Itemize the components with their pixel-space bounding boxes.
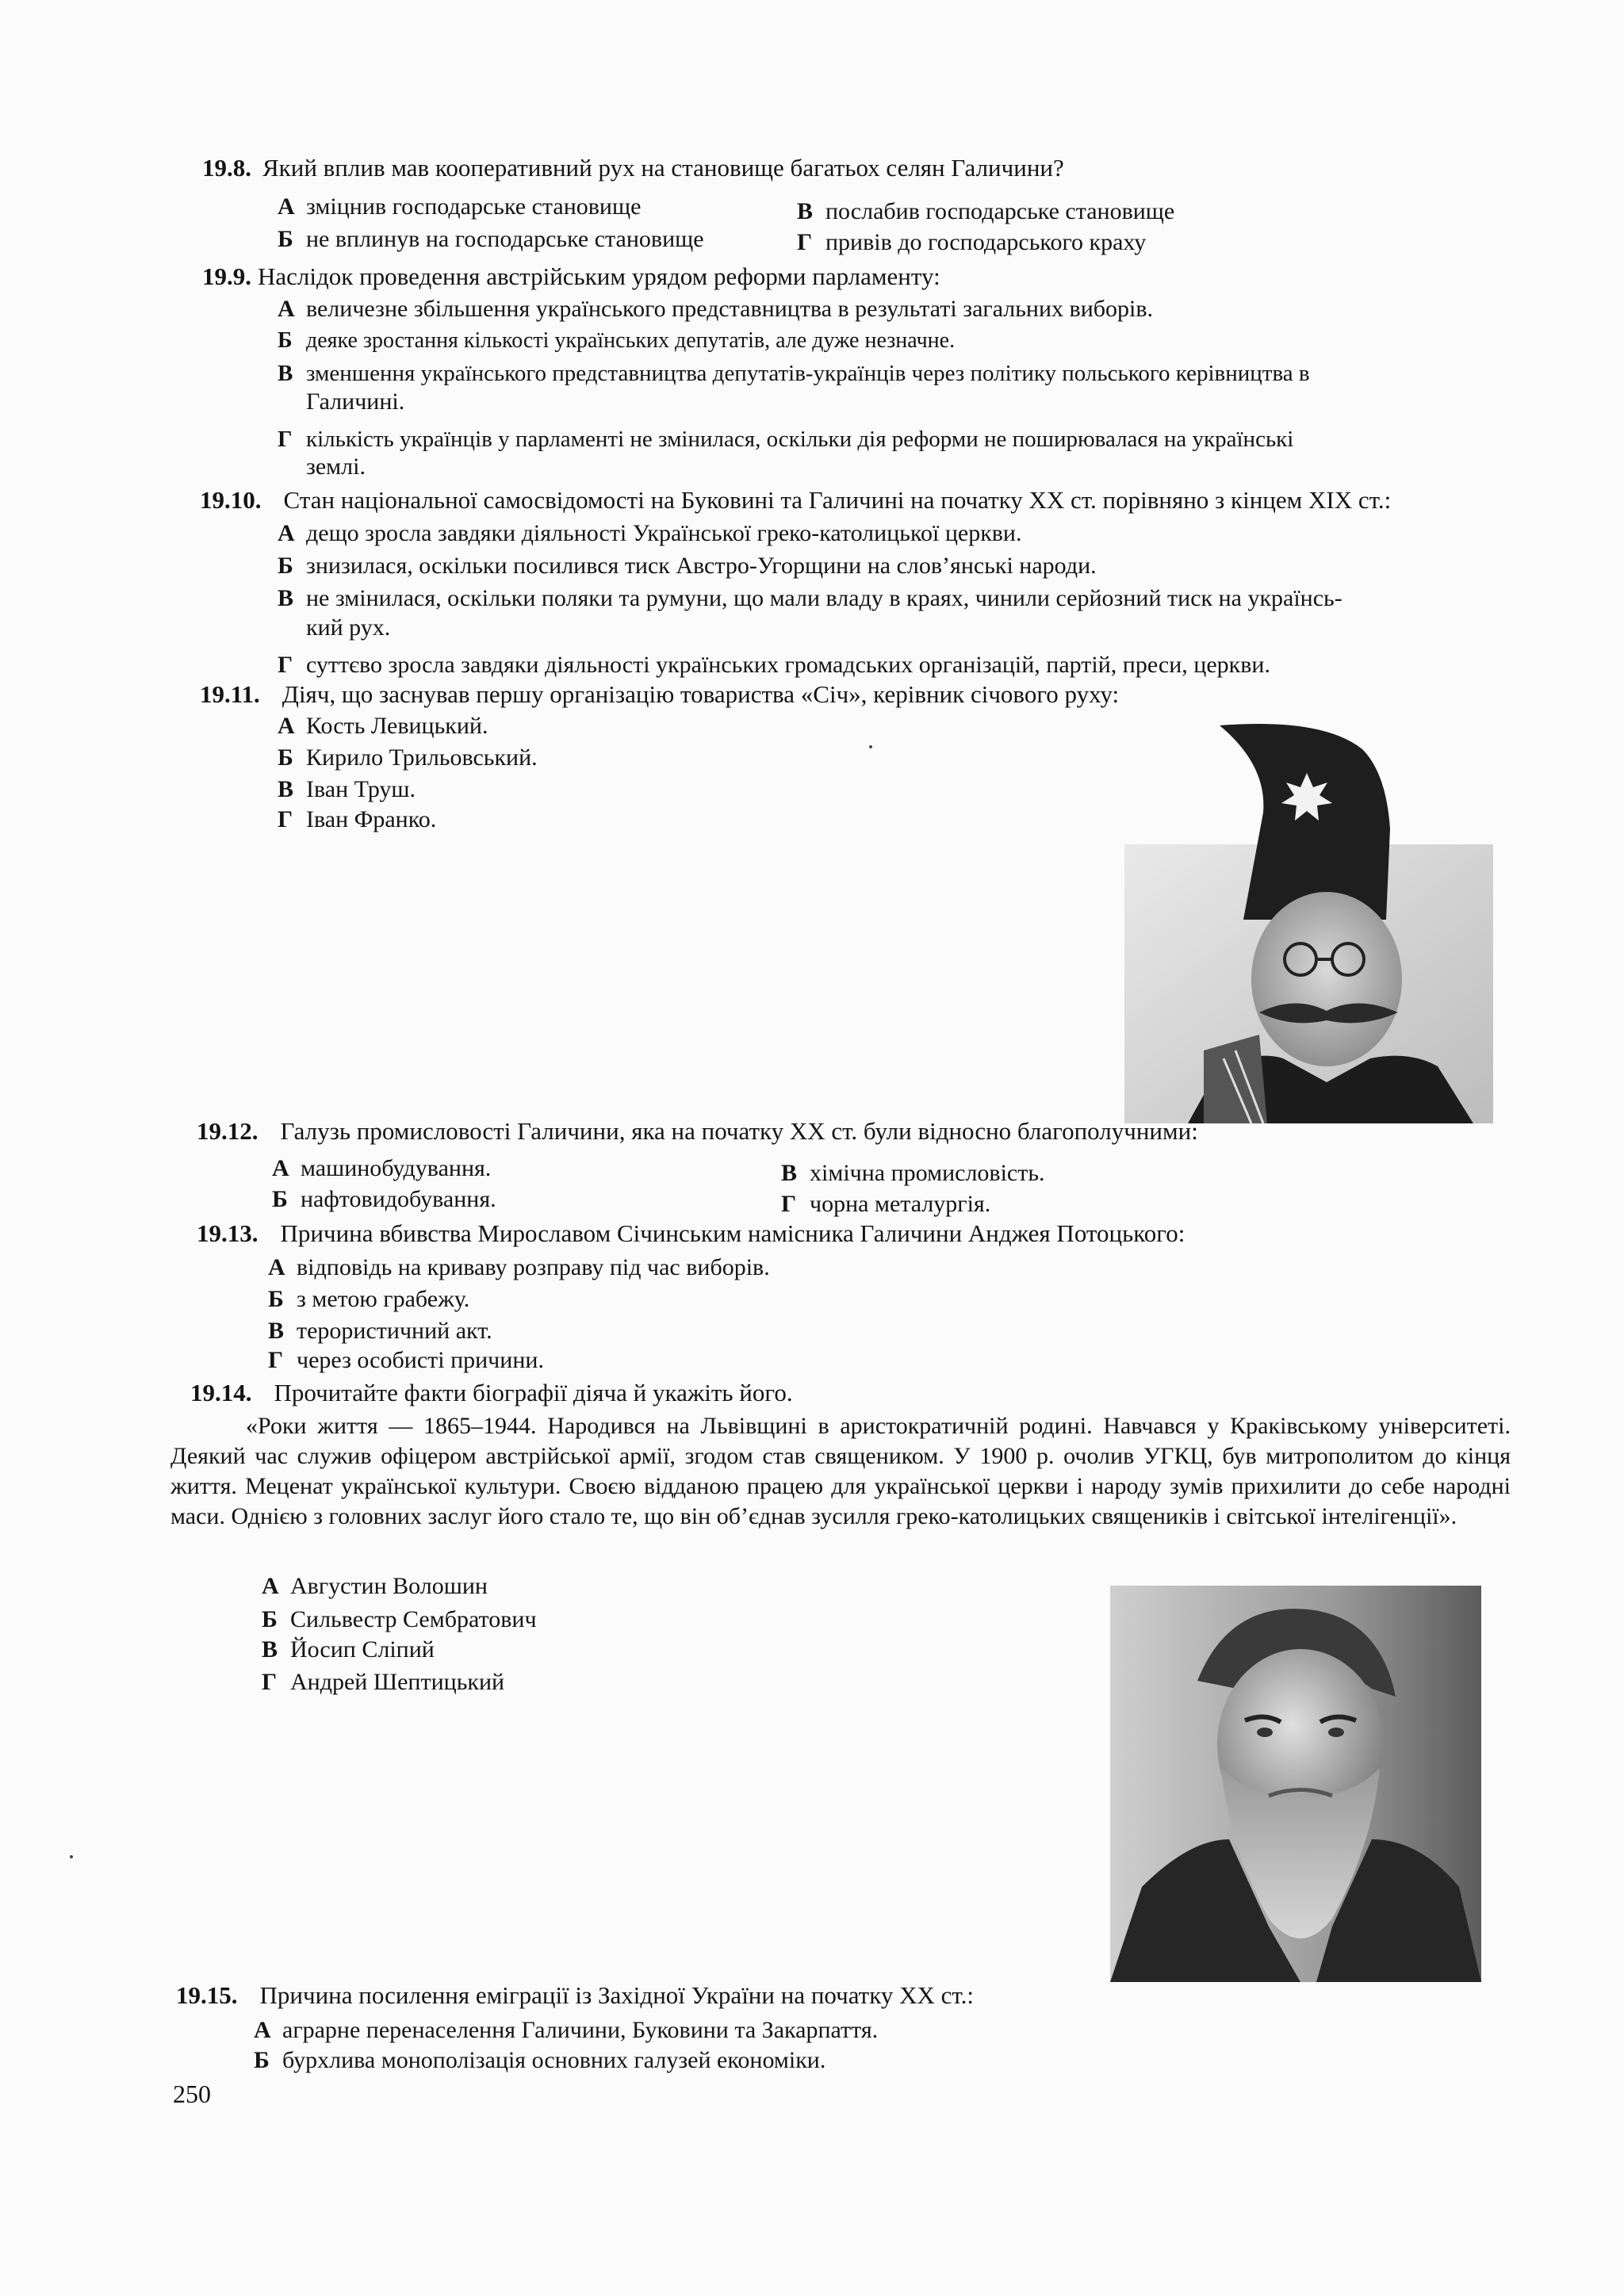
question-19-9 [202,262,940,292]
question-19-10 [200,485,1391,515]
scan-speck [869,745,872,748]
question-text: Прочитайте факти біографії діяча й укажіть його. [274,1379,793,1406]
option-a: А дещо зросла завдяки діяльності Української греко-католицької церкви. [278,520,1022,546]
question-text: Стан національної самосвідомості на Буковині та Галичині на початку XX ст. порівняно з кінцем XIX ст.: [283,486,1392,514]
question-19-8 [202,153,1064,183]
option-v-continuation: Галичині. [306,388,405,415]
option-b: Б не вплинув на господарське становище [278,226,704,252]
question-19-12 [197,1116,1198,1146]
portrait-photo-2 [1110,1586,1481,1982]
question-number: 19.14. [190,1379,252,1406]
option-g: Г кількість українців у парламенті не змінилася, оскільки дія реформи не поширювалася на українські [278,427,1294,452]
option-a: А машинобудування. [272,1155,492,1181]
option-a: А зміцнив господарське становище [278,193,642,220]
option-a: А відповідь на криваву розправу під час виборів. [268,1254,770,1280]
question-number: 19.11. [200,680,260,708]
option-b: Б деяке зростання кількості українських депутатів, але дуже незначне. [278,328,956,353]
portrait-photo-1 [1124,718,1493,1123]
option-g: Г через особисті причини. [268,1347,544,1373]
question-19-14 [190,1378,793,1408]
question-text: Причина вбивства Мирославом Січинським намісника Галичини Анджея Потоцького: [280,1219,1185,1247]
option-g: Г суттєво зросла завдяки діяльності українських громадських організацій, партій, преси, церкви. [278,652,1270,678]
option-g: Г привів до господарського краху [797,229,1147,255]
question-text: Галузь промисловості Галичини, яка на початку XX ст. були відносно благополучними: [280,1117,1198,1145]
option-b: Б знизилася, оскільки посилився тиск Австро-Угорщини на слов’янські народи. [278,553,1097,579]
option-g-continuation: землі. [306,453,366,480]
question-19-15 [176,1980,974,2011]
option-v: В хімічна промисловість. [781,1160,1045,1186]
scan-speck [70,1855,73,1858]
question-number: 19.9. [202,262,251,290]
option-v: В Йосип Сліпий [262,1636,435,1663]
question-number: 19.13. [197,1219,259,1247]
question-text: Який вплив мав кооперативний рух на становище багатьох селян Галичини? [262,154,1064,182]
option-b: Б Сильвестр Сембратович [262,1606,537,1632]
option-v: В Іван Труш. [278,776,416,802]
question-number: 19.12. [197,1117,259,1145]
option-a: А Кость Левицький. [278,713,488,739]
option-g: Г Андрей Шептицький [262,1669,505,1695]
option-g: Г чорна металургія. [781,1191,991,1217]
page-number: 250 [173,2080,211,2108]
question-number: 19.10. [200,486,262,514]
question-number: 19.8. [202,154,251,182]
option-v-continuation: кий рух. [306,614,391,641]
option-a: А аграрне перенаселення Галичини, Буковини та Закарпаття. [254,2017,879,2043]
biography-quote: «Роки життя — 1865–1944. Народився на Львівщині в аристократичній родині. Навчався у Краківському університеті. Деякий час служив офіцером австрійської армії, згодом став священиком. У 1900 р. очолив УГКЦ, був митрополитом до кінця життя. Меценат української культури. Своєю відданою працею для української церкви і народу зумів прихилити до себе народні маси. Однією з головних заслуг його стало те, що він об’єднав зусилля греко-католицьких священиків і світської інтелігенції». [170,1413,1511,1529]
question-text: Діяч, що заснував першу організацію товариства «Січ», керівник січового руху: [282,680,1120,708]
option-v: В послабив господарське становище [797,198,1175,224]
question-19-13 [197,1219,1185,1249]
question-text: Причина посилення еміграції із Західної України на початку XX ст.: [259,1981,974,2009]
option-b: Б з метою грабежу. [268,1286,470,1312]
question-text: Наслідок проведення австрійським урядом реформи парламенту: [258,262,940,290]
option-v: В терористичний акт. [268,1318,492,1344]
option-b: Б нафтовидобування. [272,1186,496,1212]
option-b: Б бурхлива монополізація основних галузей економіки. [254,2047,826,2073]
option-a: А величезне збільшення українського представництва в результаті загальних виборів. [278,296,1154,322]
option-v: В зменшення українського представництва депутатів-українців через політику польського керівництва в [278,361,1310,386]
option-b: Б Кирило Трильовський. [278,744,538,771]
option-g: Г Іван Франко. [278,806,437,832]
question-19-11 [200,679,1119,710]
option-a: А Августин Волошин [262,1573,488,1599]
question-number: 19.15. [176,1981,238,2009]
option-v: В не змінилася, оскільки поляки та румуни, що мали владу в краях, чинили серйозний тиск на українсь- [278,585,1342,611]
